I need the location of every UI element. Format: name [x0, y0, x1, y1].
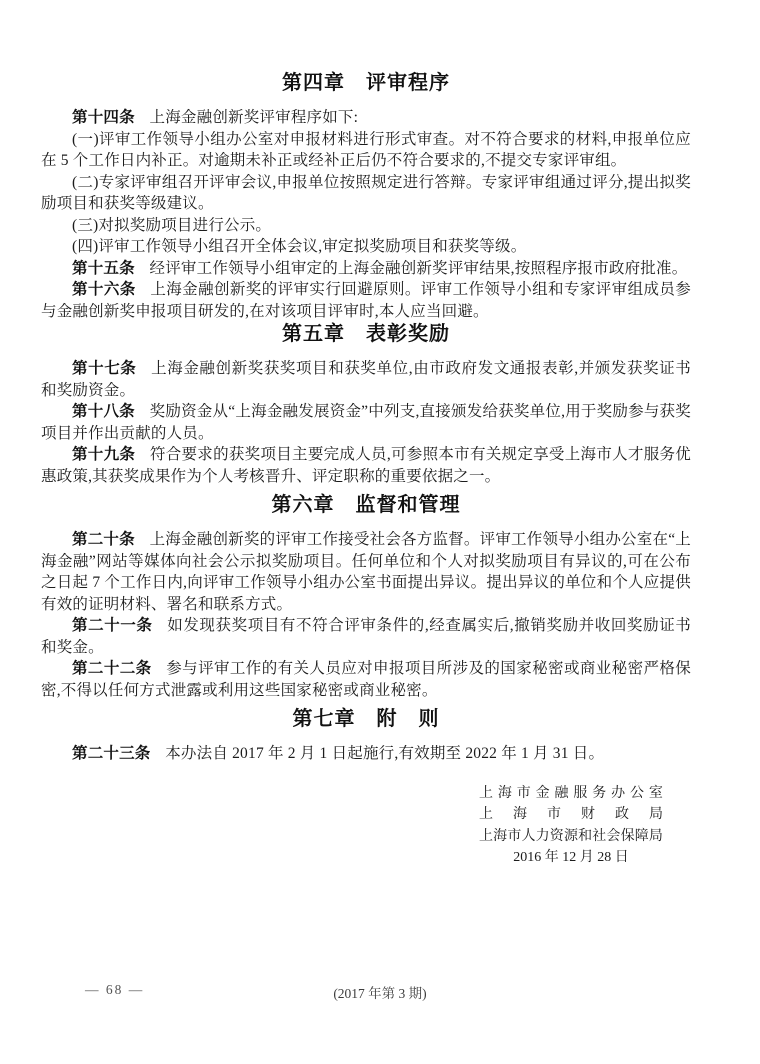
chapter-5	[41, 322, 691, 487]
chapter-7	[41, 707, 691, 765]
document-body	[41, 71, 691, 869]
article-20-number: 第二十条	[72, 531, 135, 548]
article-14-item-1	[41, 129, 691, 172]
article-21-paragraph	[41, 615, 691, 658]
item-text: (四)评审工作领导小组召开全体会议,审定拟奖励项目和获奖等级。	[72, 238, 527, 255]
chapter-4-title: 第四章 评审程序	[282, 72, 450, 94]
article-16-number: 第十六条	[72, 281, 136, 298]
article-21-text: 如发现获奖项目有不符合评审条件的,经查属实后,撤销奖励并收回奖励证书和奖金。	[41, 617, 691, 656]
article-16-text: 上海金融创新奖的评审实行回避原则。评审工作领导小组和专家评审组成员参与金融创新奖申报项目研发的,在对该项目评审时,本人应当回避。	[41, 281, 691, 320]
article-21-number: 第二十一条	[72, 617, 153, 634]
article-14-text: 上海金融创新奖评审程序如下:	[149, 109, 359, 126]
signature-org-1: 上 海 市 金 融 服 务 办 公 室	[479, 785, 663, 801]
article-15-text: 经评审工作领导小组审定的上海金融创新奖评审结果,按照程序报市政府批准。	[149, 259, 688, 277]
article-15-paragraph	[41, 258, 691, 280]
footer-issue-label: (2017 年第 3 期)	[333, 986, 427, 1001]
article-15-number: 第十五条	[72, 259, 135, 277]
item-text: (二)专家评审组召开评审会议,申报单位按照规定进行答辩。专家评审组通过评分,提出拟奖励项目和获奖等级建议。	[41, 173, 691, 212]
article-20-paragraph	[41, 529, 691, 615]
signature-org-3: 上 海 市 人 力 资 源 和 社 会 保 障 局	[479, 828, 663, 844]
article-17-number: 第十七条	[72, 360, 137, 377]
article-18-paragraph	[41, 401, 691, 444]
article-17-text: 上海金融创新奖获奖项目和获奖单位,由市政府发文通报表彰,并颁发获奖证书和奖励资金。	[41, 360, 691, 399]
chapter-6-title: 第六章 监督和管理	[271, 494, 461, 516]
article-14-item-3	[41, 215, 691, 237]
chapter-5-title: 第五章 表彰奖励	[282, 323, 450, 345]
article-16-paragraph	[41, 279, 691, 322]
signature-block	[479, 783, 663, 869]
article-14-item-2	[41, 172, 691, 215]
chapter-6	[41, 493, 691, 701]
article-18-text: 奖励资金从“上海金融发展资金”中列支,直接颁发给获奖单位,用于奖励参与获奖项目并作出贡献的人员。	[41, 403, 691, 442]
article-22-text: 参与评审工作的有关人员应对申报项目所涉及的国家秘密或商业秘密严格保密,不得以任何方式泄露或利用这些国家秘密或商业秘密。	[41, 660, 691, 699]
article-14-paragraph	[41, 107, 691, 129]
chapter-7-title: 第七章 附 则	[292, 708, 440, 730]
article-22-number: 第二十二条	[72, 660, 152, 677]
article-17-paragraph	[41, 358, 691, 401]
article-23-paragraph	[41, 743, 691, 765]
item-text: (三)对拟奖励项目进行公示。	[72, 216, 272, 234]
article-19-paragraph	[41, 444, 691, 487]
signature-org-2: 上 海 市 财 政 局	[479, 807, 663, 822]
article-14-number: 第十四条	[72, 109, 135, 126]
article-19-text: 符合要求的获奖项目主要完成人员,可参照本市有关规定享受上海市人才服务优惠政策,其获奖成果作为个人考核晋升、评定职称的重要依据之一。	[41, 446, 691, 485]
footer-page-number: — 68 —	[85, 982, 145, 997]
article-18-number: 第十八条	[72, 403, 135, 420]
article-22-paragraph	[41, 658, 691, 701]
article-23-text: 本办法自 2017 年 2 月 1 日起施行,有效期至 2022 年 1 月 31 日。	[165, 745, 605, 762]
chapter-4	[41, 71, 691, 322]
page-footer	[0, 982, 760, 1002]
signature-date: 2016 年 12 月 28 日	[513, 850, 629, 865]
article-19-number: 第十九条	[72, 446, 136, 463]
article-20-text: 上海金融创新奖的评审工作接受社会各方监督。评审工作领导小组办公室在“上海金融”网站等媒体向社会公示拟奖励项目。任何单位和个人对拟奖励项目有异议的,可在公布之日起 7 个工作日内,向评审工作领导小组办公室书面提出异议。提出异议的单位和个人应提供有效的证明材料、署名和联系方式。	[41, 531, 691, 613]
article-14-item-4	[41, 236, 691, 258]
item-text: (一)评审工作领导小组办公室对申报材料进行形式审查。对不符合要求的材料,申报单位应在 5 个工作日内补正。对逾期未补正或经补正后仍不符合要求的,不提交专家评审组。	[41, 130, 691, 169]
article-23-number: 第二十三条	[72, 745, 151, 762]
